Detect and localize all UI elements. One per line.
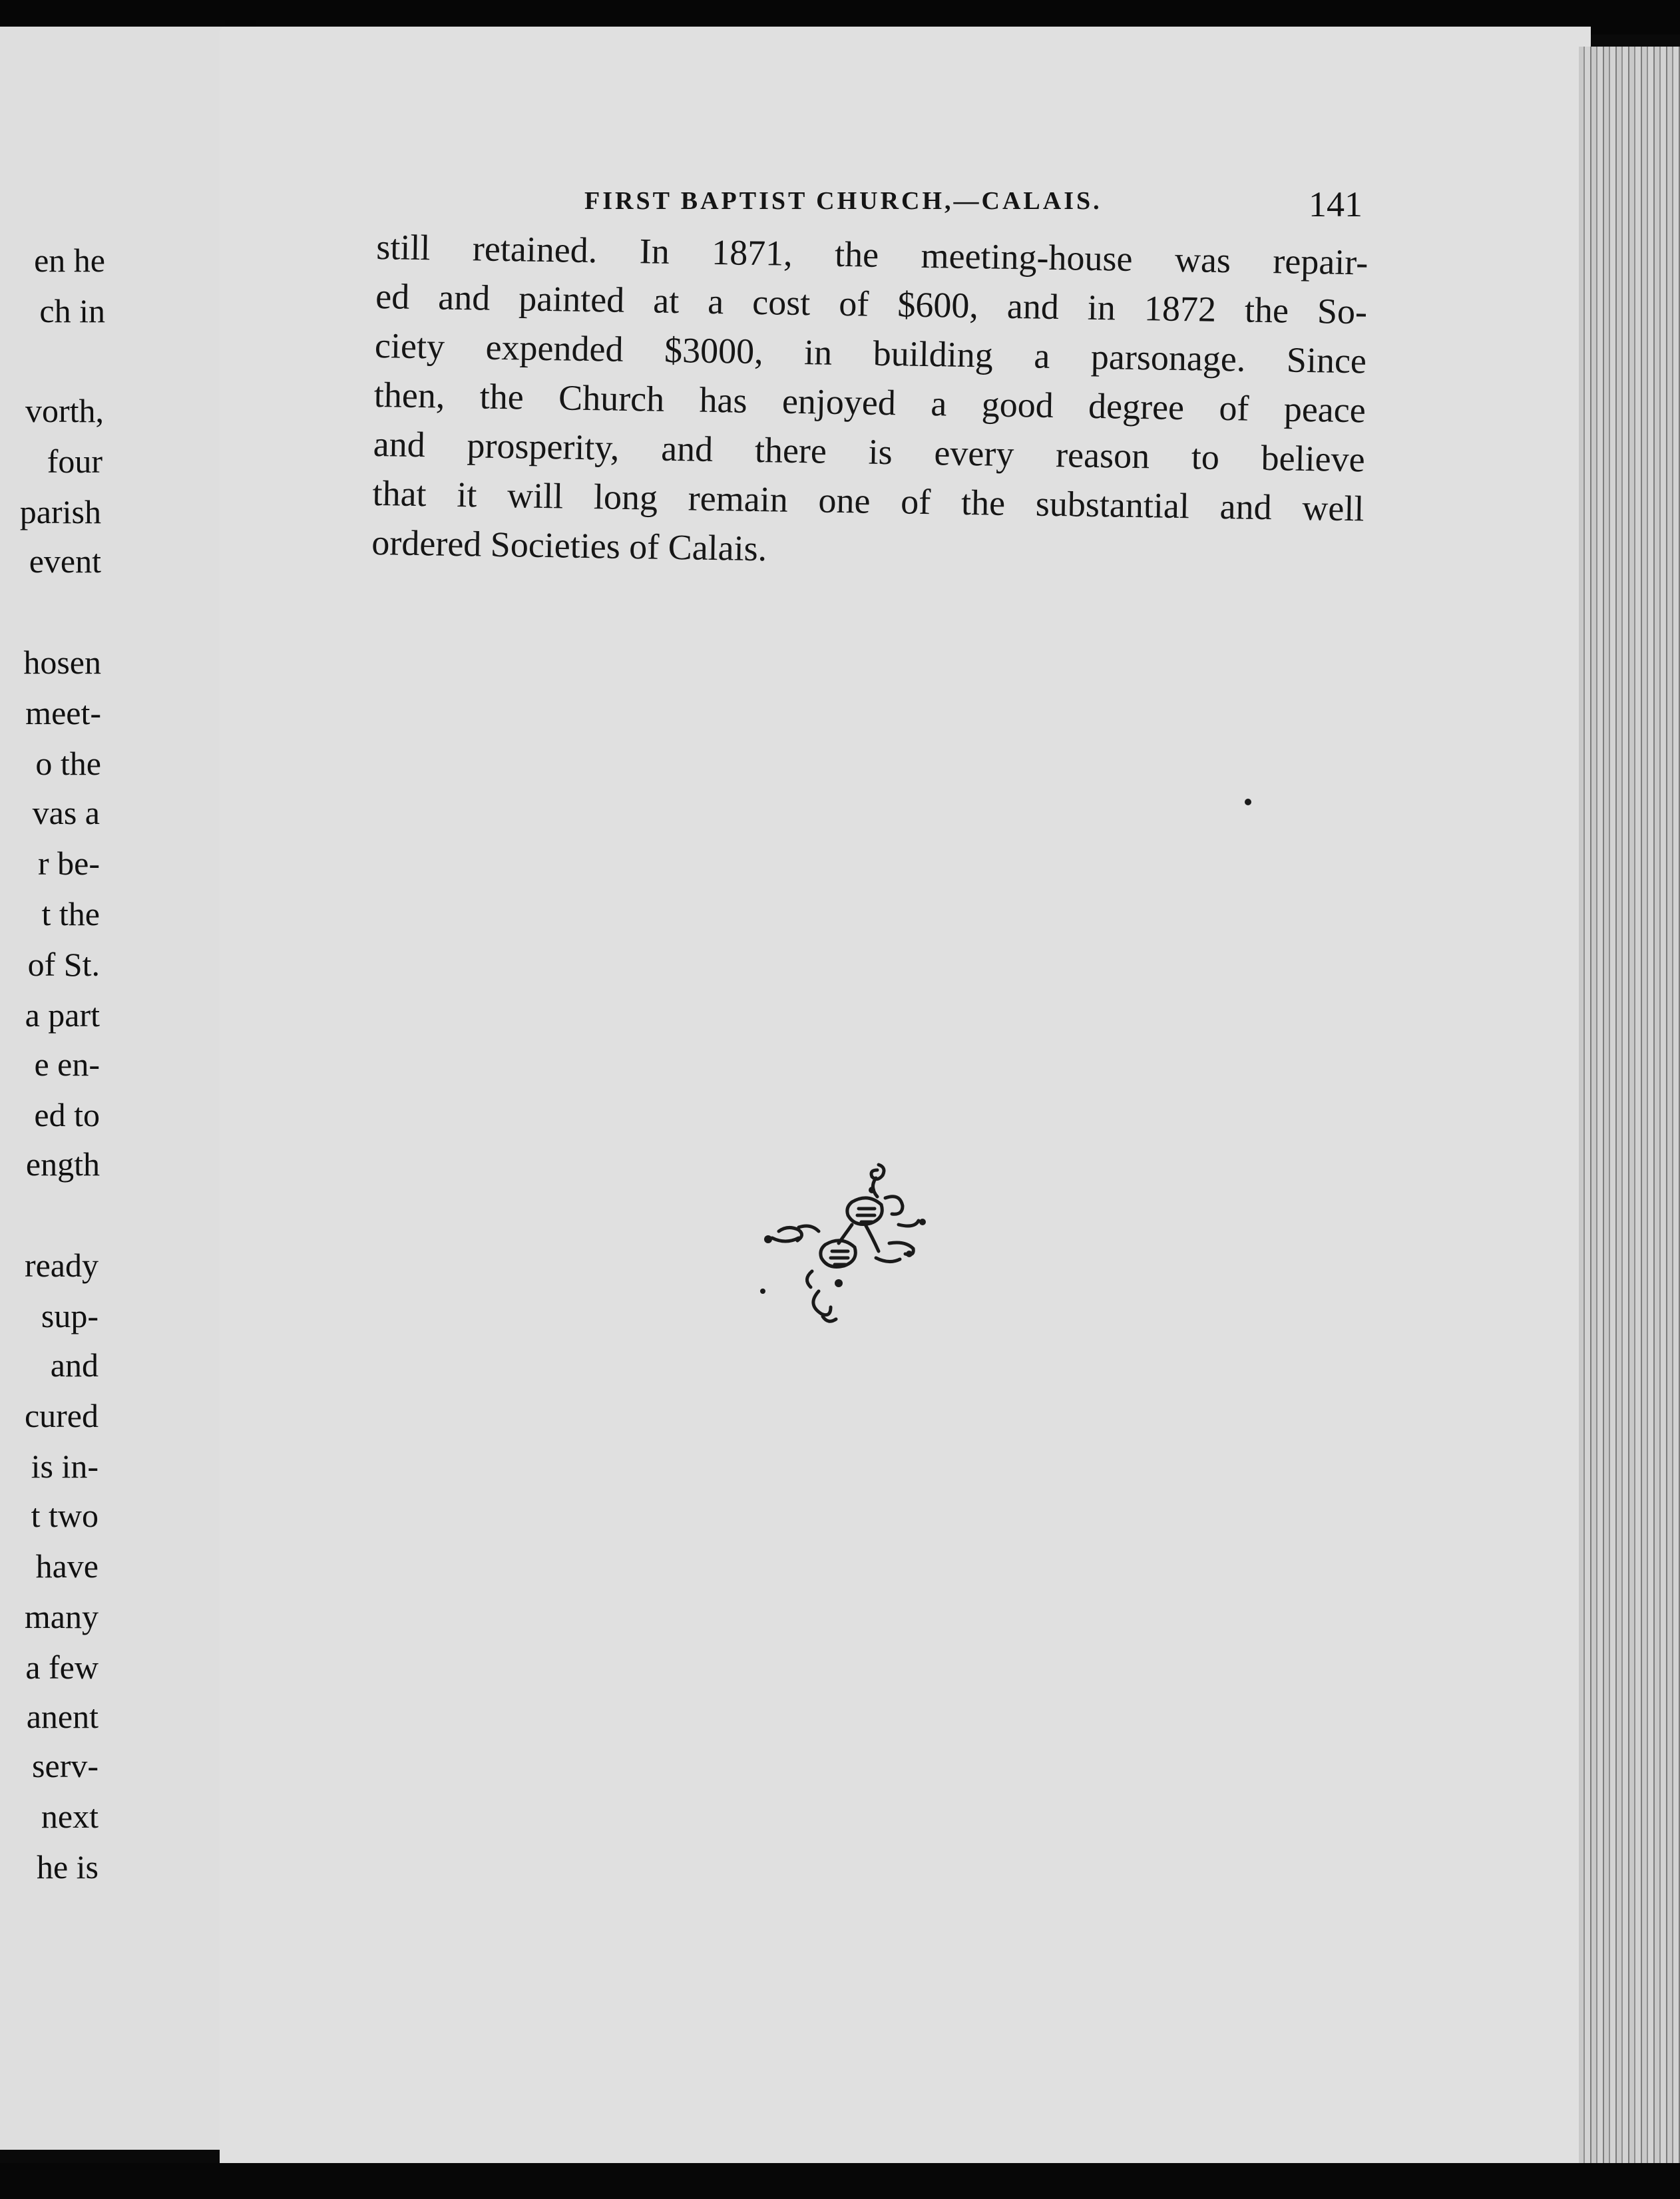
body-paragraph	[371, 222, 1368, 582]
text-line: that it will long remain one of the substantial and well	[372, 473, 1365, 529]
left-line: cured	[24, 1397, 99, 1434]
left-line: hosen	[23, 644, 101, 681]
left-line: a part	[25, 996, 100, 1034]
left-line: next	[41, 1798, 99, 1835]
left-line: ength	[25, 1145, 100, 1183]
text-line: still retained. In 1871, the meeting-house was repair-	[375, 226, 1368, 283]
left-line: meet-	[25, 694, 101, 731]
text-line: ed and painted at a cost of $600, and in 1872 the So-	[375, 276, 1368, 332]
left-line: t two	[31, 1497, 99, 1534]
left-line: r be-	[38, 845, 100, 882]
left-line: four	[47, 443, 103, 480]
text-line: ordered Societies of Calais.	[371, 522, 767, 569]
left-line: sup-	[41, 1297, 99, 1334]
left-line: en he	[34, 242, 105, 279]
left-line: is in-	[31, 1448, 99, 1485]
left-line: have	[35, 1547, 99, 1585]
text-line: then, the Church has enjoyed a good degree of peace	[373, 374, 1366, 431]
left-line: he is	[36, 1848, 99, 1886]
left-line: o the	[35, 745, 101, 782]
left-line: and	[50, 1346, 99, 1384]
left-line: vorth,	[25, 392, 104, 429]
left-line: many	[24, 1598, 99, 1635]
floral-ornament-icon	[759, 1158, 945, 1331]
ink-speck	[1245, 799, 1251, 805]
left-line: event	[29, 542, 101, 580]
left-line: a few	[25, 1649, 99, 1686]
page-number: 141	[1309, 184, 1363, 224]
left-line: serv-	[32, 1747, 99, 1784]
page-edges	[1579, 47, 1680, 2176]
scan-border-bottom	[0, 2163, 1680, 2199]
left-line: of St.	[27, 946, 100, 983]
left-line: ch in	[39, 292, 105, 329]
left-line: vas a	[32, 794, 100, 831]
text-line: and prosperity, and there is every reason to believe	[373, 423, 1366, 480]
left-line: ready	[24, 1247, 99, 1284]
left-page	[0, 27, 225, 2150]
text-line: ciety expended $3000, in building a parsonage. Since	[374, 325, 1367, 381]
left-line: e en-	[34, 1046, 100, 1083]
left-line: parish	[19, 493, 101, 530]
left-line: t the	[41, 895, 100, 932]
left-line: anent	[26, 1698, 99, 1735]
running-head: FIRST BAPTIST CHURCH,—CALAIS.	[584, 187, 1102, 215]
left-line: ed to	[34, 1096, 100, 1133]
